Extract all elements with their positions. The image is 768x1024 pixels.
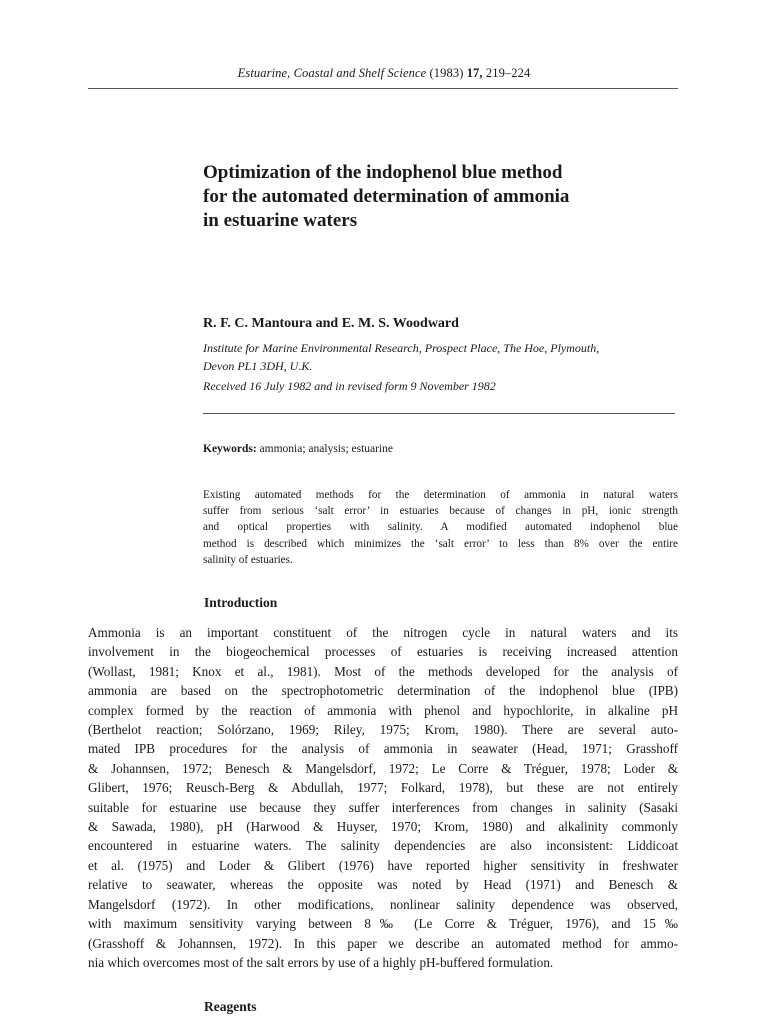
- affiliation: [203, 339, 683, 375]
- article-title: [203, 161, 703, 233]
- abstract-line: suffer from serious ‘salt error’ in estuaries because of changes in pH, ionic strength: [203, 505, 678, 518]
- body-line: nia which overcomes most of the salt errors by use of a highly pH-buffered formulation.: [88, 954, 554, 970]
- title-line: Optimization of the indophenol blue method: [203, 162, 563, 183]
- keywords: [203, 443, 393, 455]
- journal-name: Estuarine, Coastal and Shelf Science: [237, 66, 427, 80]
- introduction-heading: Introduction: [204, 595, 278, 610]
- body-line: complex formed by the reaction of ammonia with phenol and hypochlorite, in alkaline pH: [88, 702, 678, 718]
- body-line: Mangelsdorf (1972). In other modifications, nonlinear salinity dependence was observed,: [88, 896, 678, 912]
- title-line: in estuarine waters: [203, 210, 358, 231]
- introduction-body: [88, 623, 678, 972]
- affiliation-line: Institute for Marine Environmental Research, Prospect Place, The Hoe, Plymouth,: [203, 341, 600, 355]
- journal-volume: 17,: [466, 66, 483, 80]
- body-line: Glibert, 1976; Reusch-Berg & Abdullah, 1977; Folkard, 1978), but these are not entirely: [88, 780, 678, 796]
- header-rule: [88, 88, 678, 89]
- body-line: Ammonia is an important constituent of the nitrogen cycle in natural waters and its: [88, 625, 678, 640]
- body-line: & Sawada, 1980), pH (Harwood & Huyser, 1970; Krom, 1980) and alkalinity commonly: [88, 819, 678, 835]
- body-line: involvement in the biogeochemical processes of estuaries is receiving increased attention: [88, 644, 678, 660]
- body-line: & Johannsen, 1972; Benesch & Mangelsdorf, 1972; Le Corre & Tréguer, 1978; Loder &: [88, 760, 678, 776]
- reagents-heading: Reagents: [204, 999, 257, 1014]
- body-line: encountered in estuarine waters. The salinity dependencies are also inconsistent: Liddicoat: [88, 838, 678, 854]
- journal-year: (1983): [429, 66, 464, 80]
- affiliation-line: Devon PL1 3DH, U.K.: [203, 359, 313, 373]
- journal-pages: 219–224: [485, 66, 531, 80]
- received-date: Received 16 July 1982 and in revised form 9 November 1982: [203, 379, 496, 393]
- abstract-line: salinity of estuaries.: [203, 553, 293, 566]
- abstract-line: method is described which minimizes the ‘salt error’ to less than 8% over the entire: [203, 537, 678, 550]
- journal-header: [0, 66, 768, 81]
- abstract-rule: [203, 413, 675, 414]
- authors: R. F. C. Mantoura and E. M. S. Woodward: [203, 316, 459, 331]
- abstract-line: Existing automated methods for the determination of ammonia in natural waters: [203, 489, 678, 501]
- abstract-line: and optical properties with salinity. A modified automated indophenol blue: [203, 521, 678, 534]
- body-line: (Wollast, 1981; Knox et al., 1981). Most of the methods developed for the analysis of: [88, 663, 678, 679]
- body-line: (Berthelot reaction; Solórzano, 1969; Riley, 1975; Krom, 1980). There are several auto-: [88, 722, 678, 738]
- body-line: with maximum sensitivity varying between 8‰ (Le Corre & Tréguer, 1976), and 15‰: [88, 916, 678, 932]
- title-line: for the automated determination of ammonia: [203, 186, 570, 207]
- body-line: relative to seawater, whereas the opposite was noted by Head (1971) and Benesch &: [88, 877, 678, 893]
- body-line: suitable for estuarine use because they suffer interferences from changes in salinity (Sasaki: [88, 799, 678, 815]
- body-line: et al. (1975) and Loder & Glibert (1976) have reported higher sensitivity in freshwater: [88, 857, 678, 873]
- body-line: (Grasshoff & Johannsen, 1972). In this paper we describe an automated method for ammo-: [88, 935, 678, 951]
- body-line: mated IPB procedures for the analysis of ammonia in seawater (Head, 1971; Grasshoff: [88, 741, 678, 757]
- keywords-label: Keywords:: [203, 443, 257, 455]
- keywords-value: ammonia; analysis; estuarine: [259, 443, 394, 455]
- body-line: ammonia are based on the spectrophotometric determination of the indophenol blue (IPB): [88, 683, 678, 699]
- abstract: [203, 487, 678, 568]
